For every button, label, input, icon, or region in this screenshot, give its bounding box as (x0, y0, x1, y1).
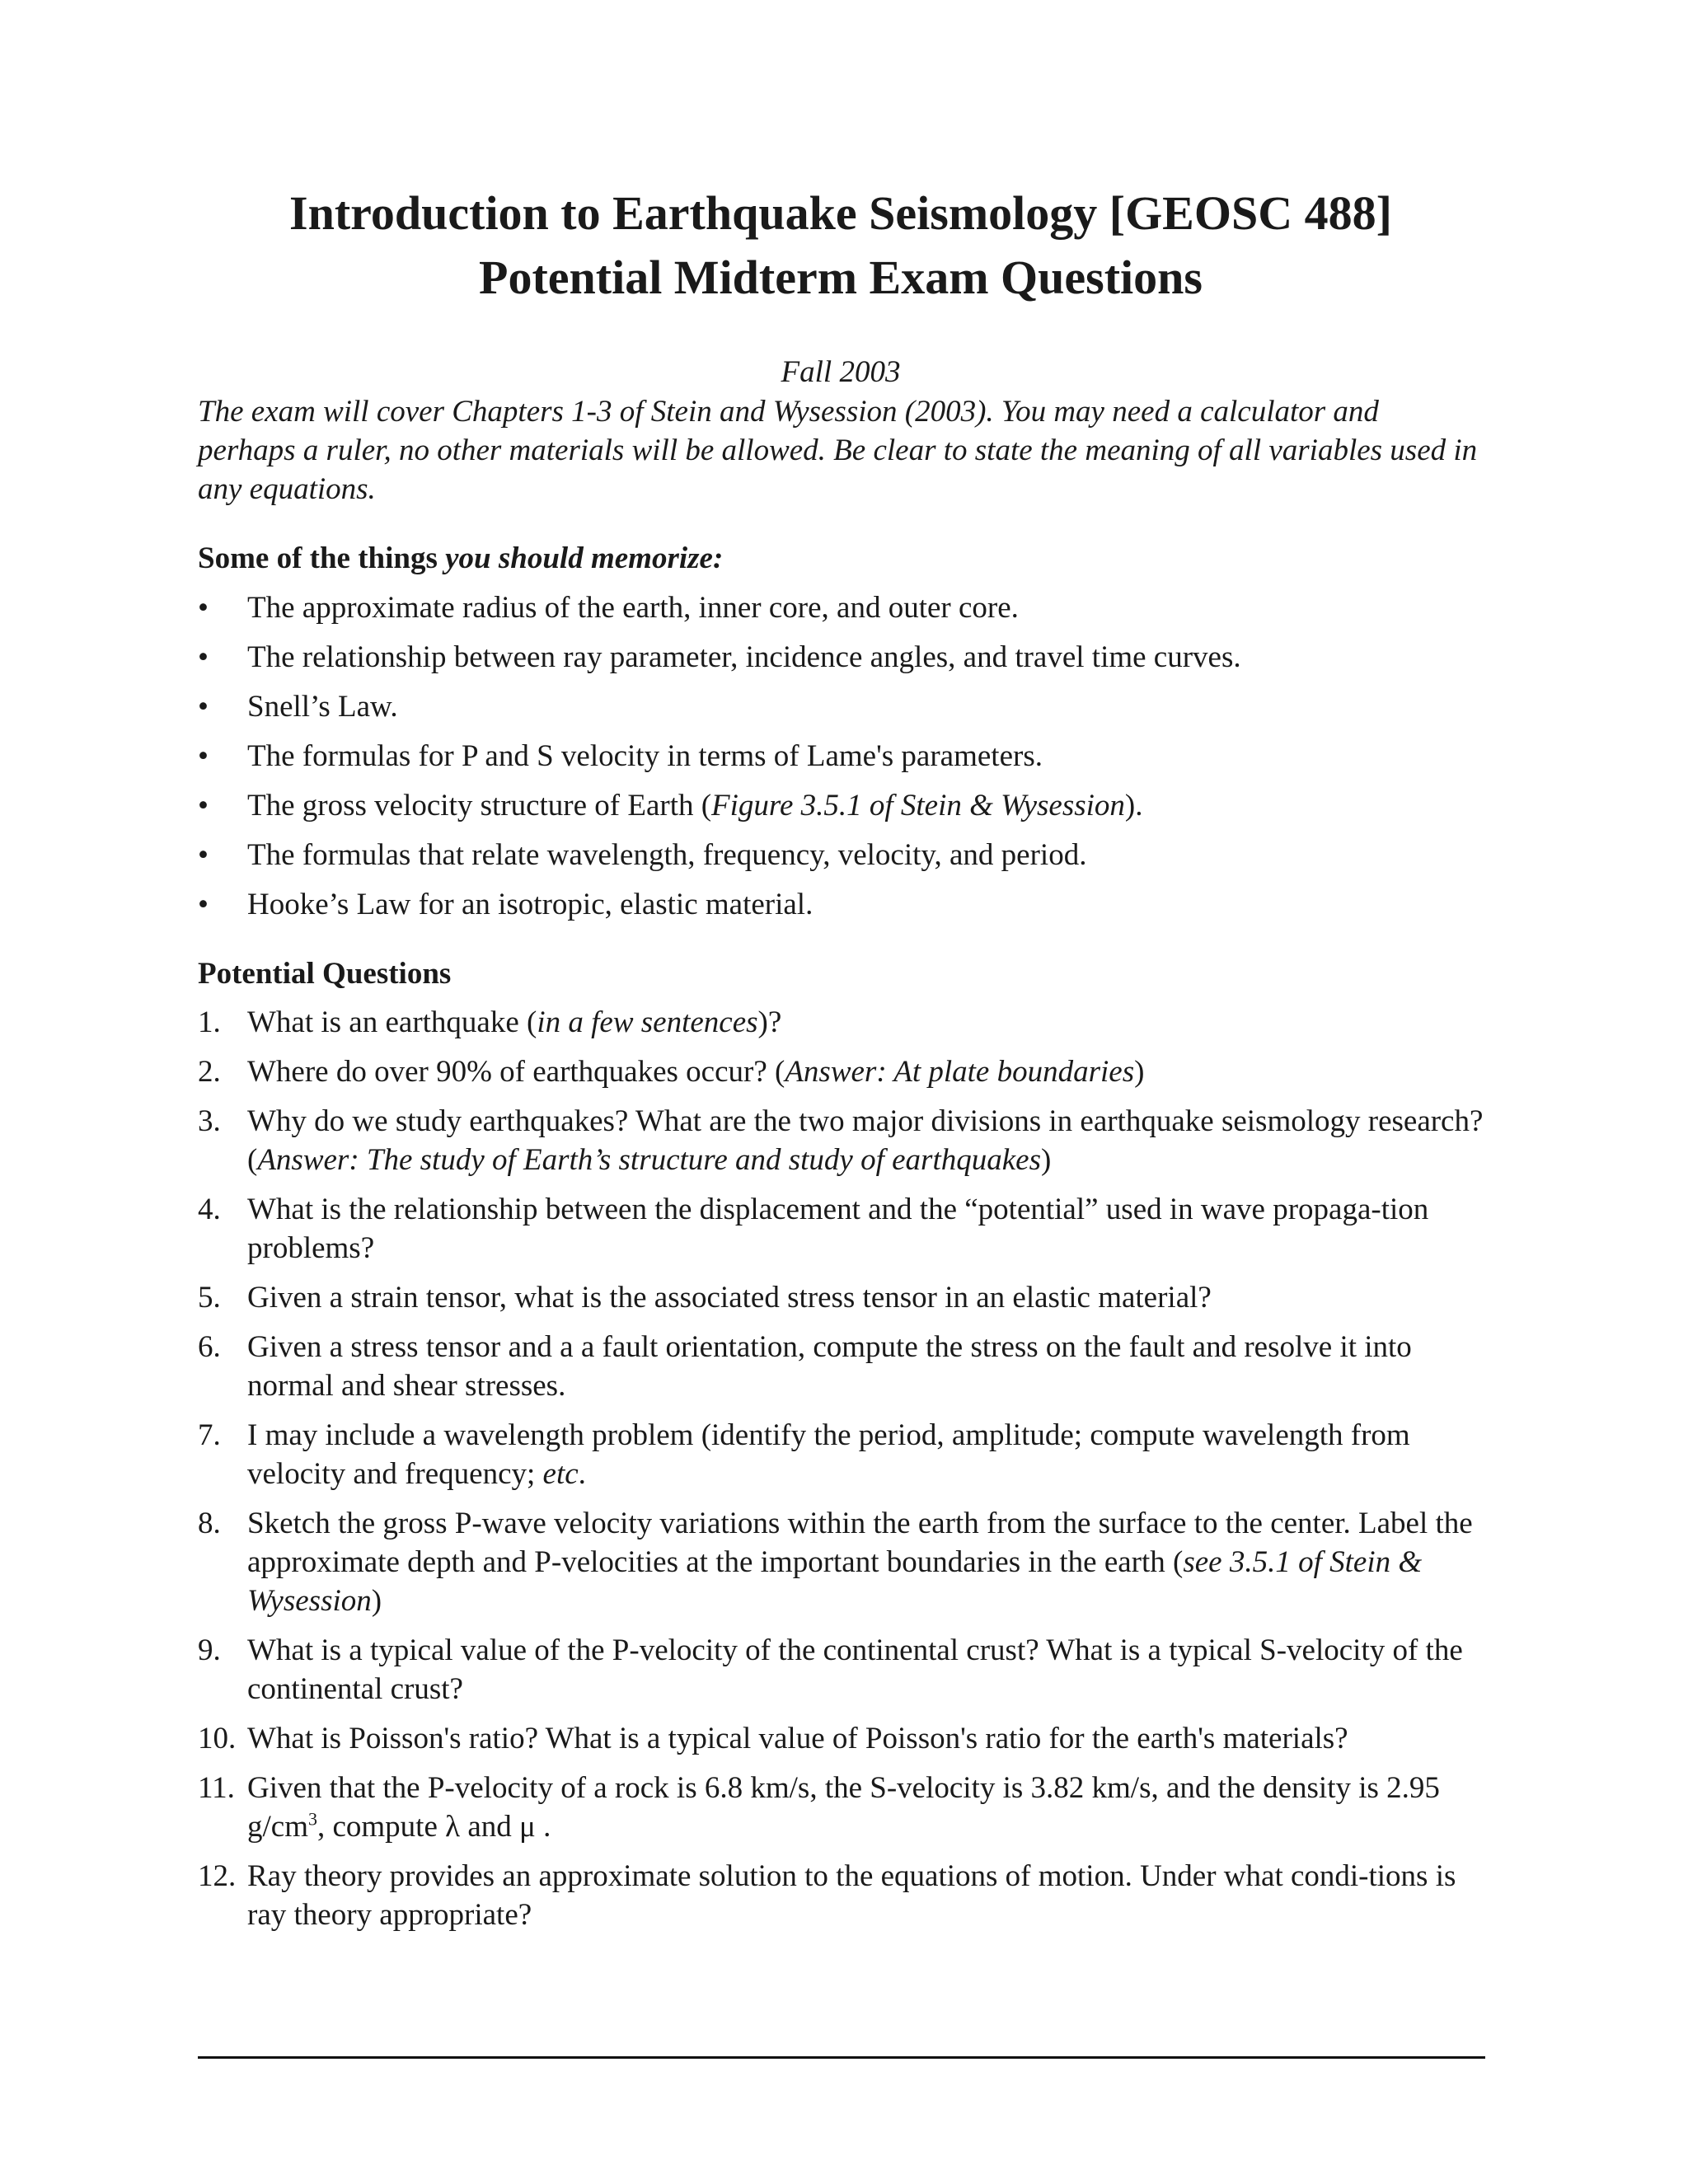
memorize-item: • The formulas that relate wavelength, frequency, velocity, and period. (198, 837, 1484, 874)
questions-list (198, 1003, 1484, 1934)
question-item: 2. Where do over 90% of earthquakes occur? (Answer: At plate boundaries) (198, 1055, 1145, 1089)
bullet-icon: • (198, 789, 209, 823)
memorize-item: • The approximate radius of the earth, inner core, and outer core. (198, 589, 1484, 627)
question-item: 6. Given a stress tensor and a a fault orientation, compute the stress on the fault and resolve it into normal and shear stresses. (198, 1330, 1412, 1403)
exam-intro: The exam will cover Chapters 1-3 of Stein and Wysession (2003). You may need a calculator and perhaps a ruler, no other materials will be allowed. Be clear to state the meaning of all variables used in any equations. (198, 395, 1478, 506)
question-item: 12. Ray theory provides an approximate solution to the equations of motion. Under what condi-tions is ray theory appropriate? (198, 1859, 1456, 1932)
memorize-heading (198, 540, 1484, 578)
questions-heading: Potential Questions (198, 957, 452, 991)
memorize-item: • Hooke’s Law for an isotropic, elastic material. (198, 886, 1484, 924)
bullet-icon: • (198, 838, 209, 872)
question-item: 9. What is a typical value of the P-velocity of the continental crust? What is a typical S-velocity of the continental crust? (198, 1633, 1463, 1706)
exam-document (198, 181, 1484, 1945)
question-item: 11. Given that the P-velocity of a rock is 6.8 km/s, the S-velocity is 3.82 km/s, and the density is 2.95 $g/cm^3$, compute λ and μ . (198, 1771, 1440, 1844)
title-line-1: Introduction to Earthquake Seismology [GEOSC 488] (289, 186, 1392, 240)
question-item: 3. Why do we study earthquakes? What are the two major divisions in earthquake seismology research? (Answer: The study of Earth’s structure and study of earthquakes) (198, 1104, 1484, 1177)
memorize-heading-italic: you should memorize: (445, 541, 724, 575)
memorize-item: • The formulas for P and S velocity in terms of Lame's parameters. (198, 738, 1484, 776)
footer-divider (198, 2056, 1485, 2059)
bullet-icon: • (198, 888, 209, 921)
bullet-icon: • (198, 640, 209, 674)
question-item: 4. What is the relationship between the displacement and the “potential” used in wave propaga-tion problems? (198, 1193, 1429, 1265)
memorize-list (198, 589, 1484, 924)
bullet-icon: • (198, 690, 209, 724)
document-title (198, 181, 1484, 310)
question-item: 10. What is Poisson's ratio? What is a typical value of Poisson's ratio for the earth's materials? (198, 1722, 1348, 1755)
memorize-item: • The gross velocity structure of Earth (Figure 3.5.1 of Stein & Wysession). (198, 787, 1484, 825)
bullet-icon: • (198, 591, 209, 625)
question-item: 5. Given a strain tensor, what is the associated stress tensor in an elastic material? (198, 1281, 1212, 1315)
memorize-heading-bold: Some of the things (198, 541, 446, 575)
memorize-item: • Snell’s Law. (198, 688, 1484, 726)
term-label: Fall 2003 (781, 355, 901, 389)
question-item: 1. What is an earthquake (in a few sentences)? (198, 1005, 782, 1039)
question-item: 7. I may include a wavelength problem (identify the period, amplitude; compute wavelength from velocity and frequency; etc. (198, 1418, 1410, 1491)
title-line-2: Potential Midterm Exam Questions (479, 251, 1203, 304)
question-item: 8. Sketch the gross P-wave velocity variations within the earth from the surface to the center. Label the approximate depth and P-velocities at the important boundaries in the earth (see 3.5.1 of Stein & Wysession) (198, 1507, 1473, 1618)
memorize-item: • The relationship between ray parameter, incidence angles, and travel time curves. (198, 639, 1484, 677)
bullet-icon: • (198, 739, 209, 773)
